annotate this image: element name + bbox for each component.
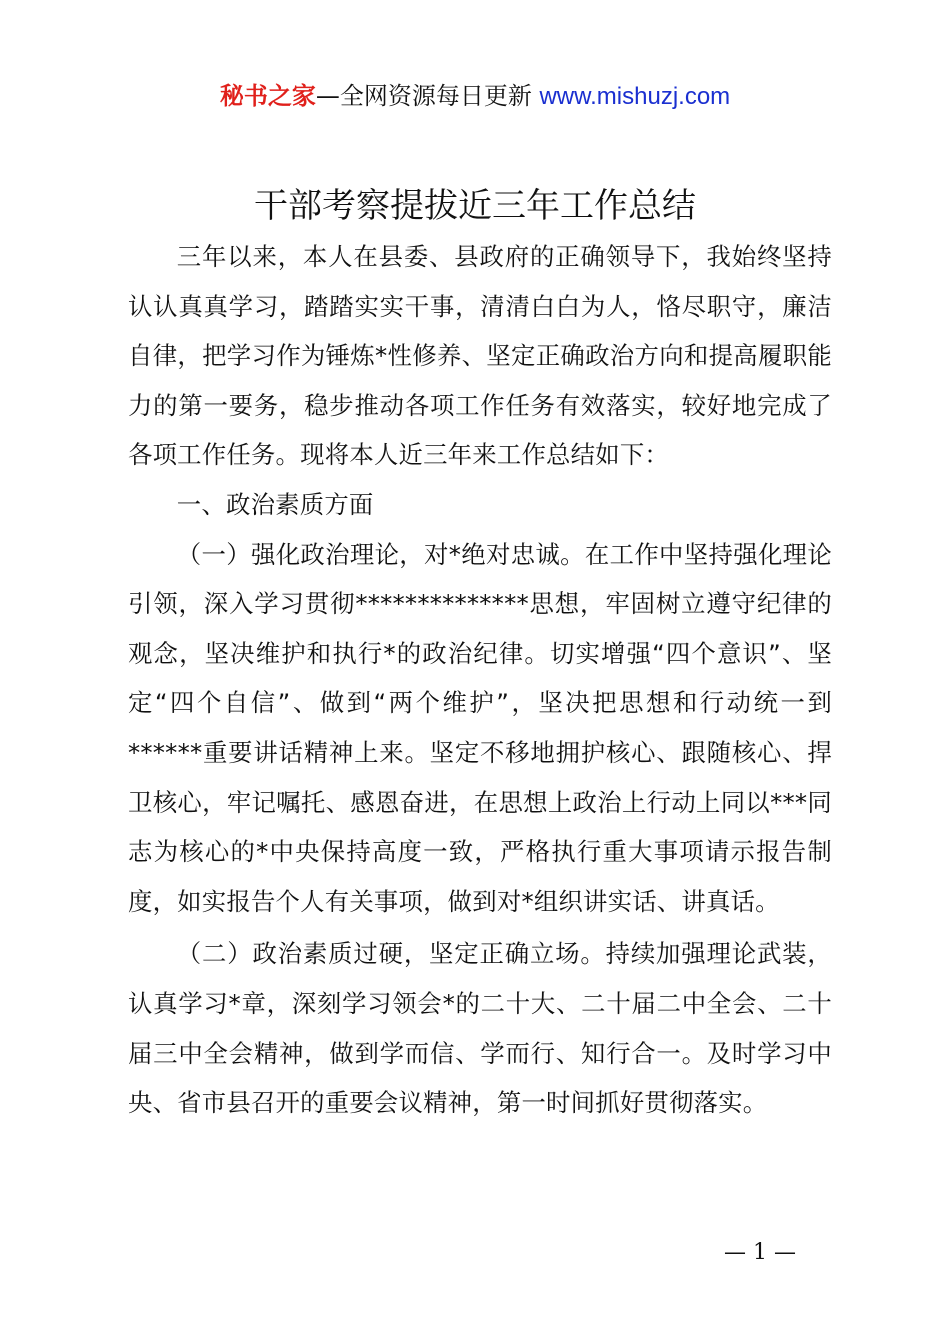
document-title: 干部考察提拔近三年工作总结 (254, 186, 696, 226)
paragraph-subsection-1: （一）强化政治理论，对*绝对忠诚。在工作中坚持强化理论引领，深入学习贯彻**************思想，牢固树立遵守纪律的观念，坚决维护和执行*的政治纪律。切实增强“四个意识”、坚定“四个自信”、做到“两个维护”，坚决把思想和行动统一到******重要讲话精神上来。坚定不移地拥护核心、跟随核心、捍卫核心，牢记嘱托、感恩奋进，在思想上政治上行动上同以***同志为核心的*中央保持高度一致，严格执行重大事项请示报告制度，如实报告个人有关事项，做到对*组织讲实话、讲真话。 (128, 539, 832, 916)
paragraph-subsection-2: （二）政治素质过硬，坚定正确立场。持续加强理论武装，认真学习*章，深刻学习领会*的二十大、二十届二中全会、二十届三中全会精神，做到学而信、学而行、知行合一。及时学习中央、省市县召开的重要会议精神，第一时间抓好贯彻落实。 (128, 939, 832, 1118)
site-url-link[interactable]: www.mishuzj.com (539, 83, 731, 110)
site-tagline: —全网资源每日更新 (315, 82, 540, 110)
section-heading-political-quality: 一、政治素质方面 (176, 489, 374, 519)
paragraph-intro: 三年以来，本人在县委、县政府的正确领导下，我始终坚持认认真真学习，踏踏实实干事，清清白白为人，恪尽职守，廉洁自律，把学习作为锤炼*性修养、坚定正确政治方向和提高履职能力的第一要务，稳步推动各项工作任务有效落实，较好地完成了各项工作任务。现将本人近三年来工作总结如下： (128, 242, 832, 470)
document-body (128, 232, 832, 1128)
site-brand-name: 秘书之家 (219, 82, 316, 110)
site-banner (0, 78, 950, 115)
page-number: — 1 — (724, 1240, 796, 1265)
